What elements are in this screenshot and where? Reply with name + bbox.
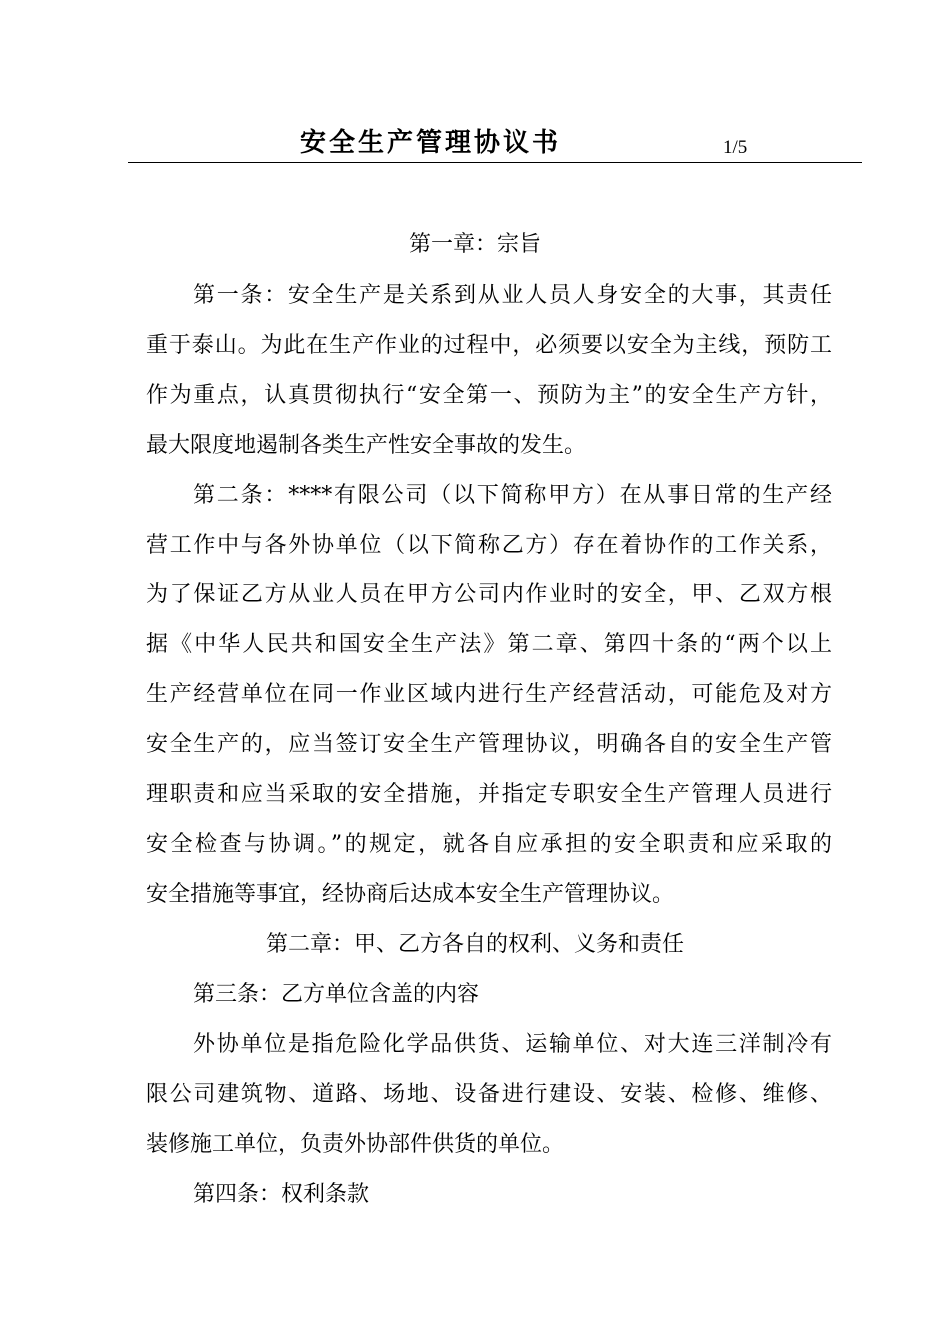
article-3-line: 装修施工单位，负责外协部件供货的单位。 [146,1132,565,1157]
article-2-line: 营工作中与各外协单位（以下简称乙方）存在着协作的工作关系， [146,533,832,558]
header-divider [128,162,862,163]
article-3-title: 第三条：乙方单位含盖的内容 [193,982,480,1007]
article-1-line: 最大限度地遏制各类生产性安全事故的发生。 [146,433,587,458]
article-3-line: 限公司建筑物、道路、场地、设备进行建设、安装、检修、维修、 [146,1082,832,1107]
article-2-line: 第二条：****有限公司（以下简称甲方）在从事日常的生产经 [193,483,832,508]
article-2-line: 安全检查与协调。”的规定，就各自应承担的安全职责和应采取的 [146,832,832,857]
article-2-line: 安全生产的，应当签订安全生产管理协议，明确各自的安全生产管 [146,732,832,757]
article-2-line: 理职责和应当采取的安全措施，并指定专职安全生产管理人员进行 [146,782,832,807]
chapter-1-heading: 第一章：宗旨 [408,232,541,257]
article-2-line: 安全措施等事宜，经协商后达成本安全生产管理协议。 [146,882,675,907]
article-3-line: 外协单位是指危险化学品供货、运输单位、对大连三洋制冷有 [193,1032,832,1057]
article-1-line: 作为重点，认真贯彻执行“安全第一、预防为主”的安全生产方针， [146,383,832,408]
article-1-line: 重于泰山。为此在生产作业的过程中，必须要以安全为主线，预防工 [146,333,832,358]
article-2-line: 生产经营单位在同一作业区域内进行生产经营活动，可能危及对方 [146,682,832,707]
article-4-title: 第四条：权利条款 [193,1182,370,1207]
article-1-line: 第一条：安全生产是关系到从业人员人身安全的大事，其责任 [193,283,832,308]
document-title: 安全生产管理协议书 [300,128,562,158]
article-2-line: 据《中华人民共和国安全生产法》第二章、第四十条的“两个以上 [146,632,832,657]
page-number: 1/5 [723,137,748,158]
article-2-line: 为了保证乙方从业人员在甲方公司内作业时的安全，甲、乙双方根 [146,582,832,607]
chapter-2-heading: 第二章：甲、乙方各自的权利、义务和责任 [265,932,684,957]
